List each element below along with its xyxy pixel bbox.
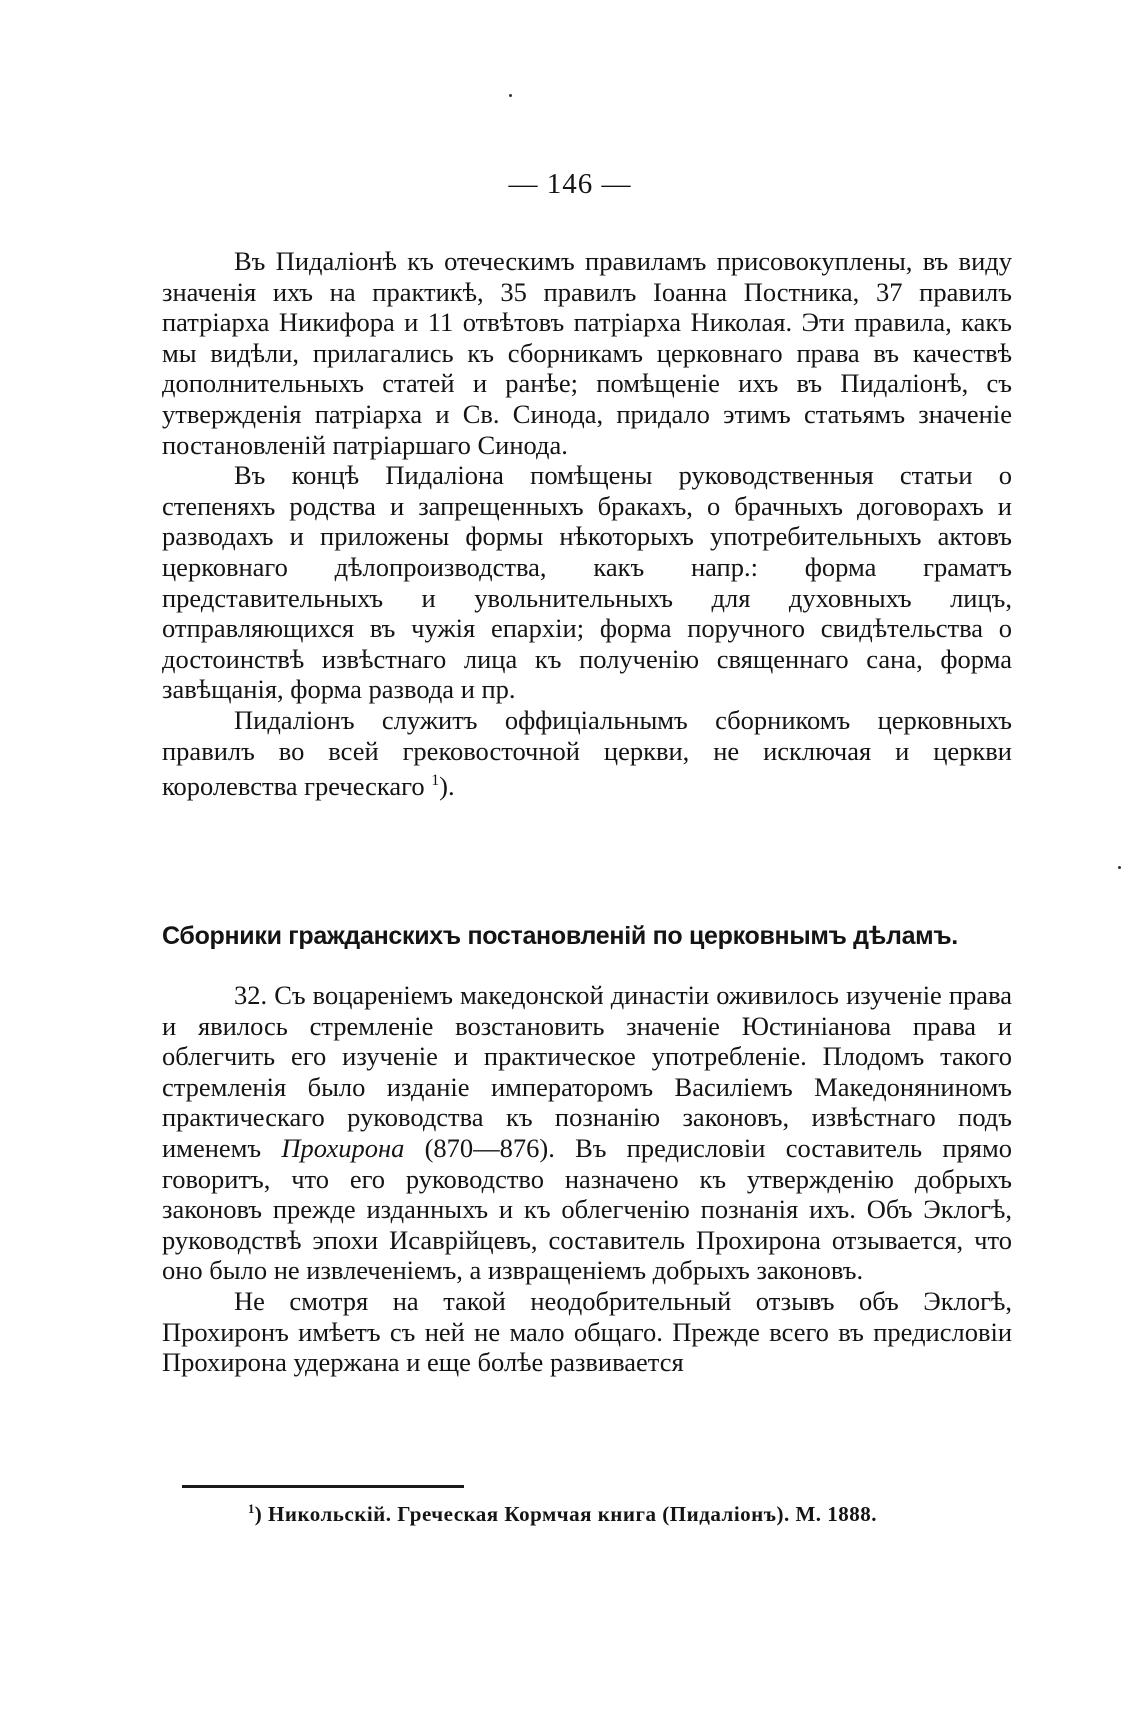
paragraph-text-end: (870—876). Въ предисловіи составитель прямо говоритъ, что его руководство назначено къ утвержденію добрыхъ законовъ прежде изданныхъ и къ облегченію познанія ихъ. Объ Эклогѣ, руководствѣ эпохи Исаврійцевъ, составитель Прохирона отзывается, что оно было не извлеченіемъ, а извращеніемъ добрыхъ законовъ.: [162, 1132, 1012, 1286]
body-text-block: [162, 980, 1012, 1378]
paragraph-text: 32. Съ воцареніемъ македонской династіи оживилось изученіе права и явилось стремленіе возстановить значеніе Юстиніанова права и облегчить его изученіе и практическое употребленіе. Плодомъ такого стремленія было изданіе императоромъ Василіемъ Македоняниномъ практическаго руководства къ познанію законовъ, извѣстнаго подъ именемъ: [162, 980, 1012, 1163]
paragraph: Въ Пидаліонѣ къ отеческимъ правиламъ присовокуплены, въ виду значенія ихъ на практикѣ, 35 правилъ Іоанна Постника, 37 правилъ патріарха Никифора и 11 отвѣтовъ патріарха Николая. Эти правила, какъ мы видѣли, прилагались къ сборникамъ церковнаго права въ качествѣ дополнительныхъ статей и ранѣе; помѣщеніе ихъ въ Пидаліонѣ, съ утвержденія патріарха и Св. Синода, придало этимъ статьямъ значеніе постановленій патріаршаго Синода.: [162, 246, 1012, 460]
footnote-reference[interactable]: 1: [431, 772, 440, 790]
footnote-divider: [182, 1485, 464, 1488]
footnote-text: ) Никольскій. Греческая Кормчая книга (Пидаліонъ). М. 1888.: [254, 1502, 878, 1526]
footnote-marker: 1: [248, 1502, 255, 1516]
paragraph-text-end: ).: [439, 770, 455, 801]
print-speck: [509, 94, 512, 97]
section-heading: Сборники гражданскихъ постановленій по церковнымъ дѣламъ.: [162, 922, 958, 950]
page-number: — 146 —: [508, 168, 632, 200]
paragraph-text: Пидаліонъ служитъ оффиціальнымъ сборникомъ церковныхъ правилъ во всей грековосточной церкви, не исключая и церкви королевства греческаго: [162, 704, 1012, 801]
paragraph: [162, 705, 1012, 802]
paragraph: [162, 980, 1012, 1286]
paragraph: Въ концѣ Пидаліона помѣщены руководственныя статьи о степеняхъ родства и запрещенныхъ бракахъ, о брачныхъ договорахъ и разводахъ и приложены формы нѣкоторыхъ употребительныхъ актовъ церковнаго дѣлопроизводства, какъ напр.: форма граматъ представительныхъ и увольнительныхъ для духовныхъ лицъ, отправляющихся въ чужія епархіи; форма поручного свидѣтельства о достоинствѣ извѣстнаго лица къ полученію священнаго сана, форма завѣщанія, форма развода и пр.: [162, 460, 1012, 705]
paragraph: Не смотря на такой неодобрительный отзывъ объ Эклогѣ, Прохиронъ имѣетъ съ ней не мало общаго. Прежде всего въ предисловіи Прохирона удержана и еще болѣе развивается: [162, 1285, 1012, 1378]
print-speck: [1118, 866, 1121, 869]
body-text-block: [162, 246, 1012, 802]
italic-term: Прохирона: [281, 1132, 405, 1163]
footnote: [248, 1502, 1028, 1527]
